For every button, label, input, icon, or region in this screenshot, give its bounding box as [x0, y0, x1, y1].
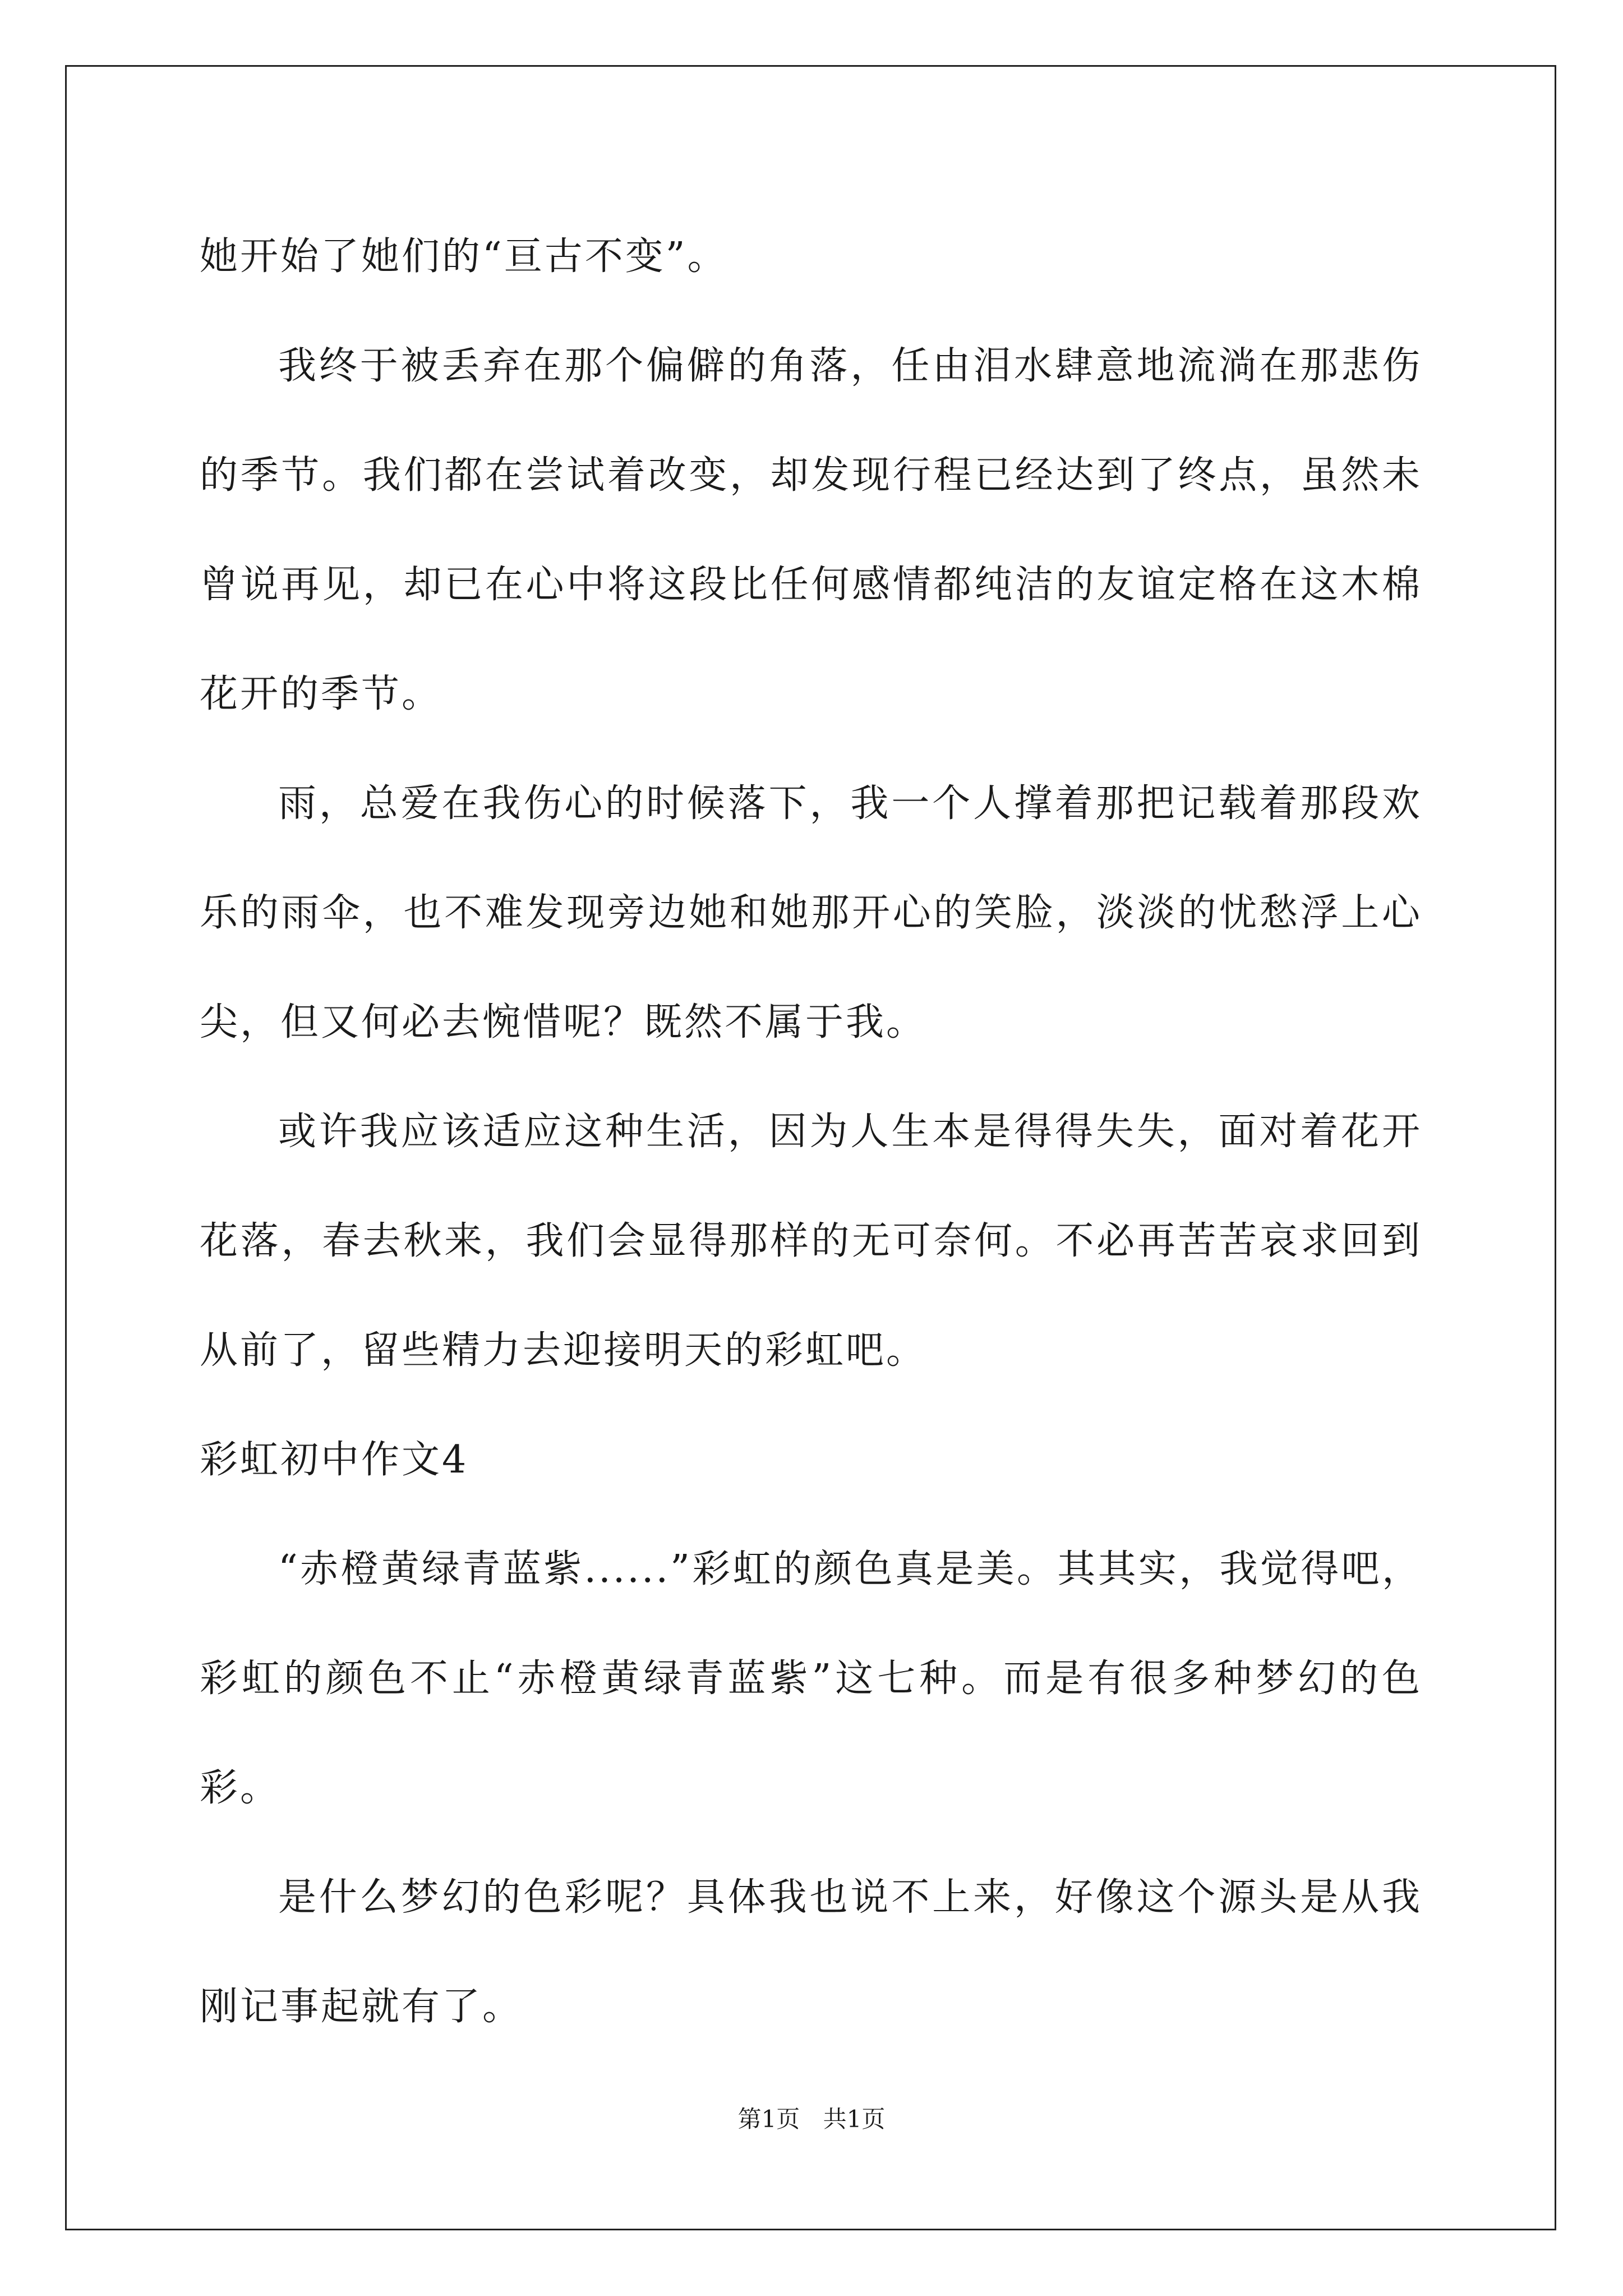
paragraph-2: 我终于被丢弃在那个偏僻的角落，任由泪水肆意地流淌在那悲伤的季节。我们都在尝试着改变，却发现行程已经达到了终点，虽然未曾说再见，却已在心中将这段比任何感情都纯洁的友谊定格在这木棉花开的季节。 — [200, 344, 1422, 716]
section-paragraph-1: “赤橙黄绿青蓝紫......”彩虹的颜色真是美。其其实，我觉得吧，彩虹的颜色不止“赤橙黄绿青蓝紫”这七种。而是有很多种梦幻的色彩。 — [200, 1547, 1422, 1810]
page-total: 共1页 — [823, 2105, 886, 2133]
paragraph-3: 雨，总爱在我伤心的时候落下，我一个人撑着那把记载着那段欢乐的雨伞，也不难发现旁边她和她那开心的笑脸，淡淡的忧愁浮上心尖，但又何必去惋惜呢？既然不属于我。 — [200, 781, 1422, 1045]
section-paragraph-2: 是什么梦幻的色彩呢？具体我也说不上来，好像这个源头是从我刚记事起就有了。 — [200, 1875, 1422, 2029]
paragraph-1: 她开始了她们的“亘古不变”。 — [200, 234, 728, 279]
page-number: 第1页 — [737, 2105, 800, 2133]
paragraph-4: 或许我应该适应这种生活，因为人生本是得得失失，面对着花开花落，春去秋来，我们会显得那样的无可奈何。不必再苦苦哀求回到从前了，留些精力去迎接明天的彩虹吧。 — [200, 1110, 1422, 1373]
section-title: 彩虹初中作文4 — [200, 1438, 469, 1482]
page-footer — [0, 2101, 1623, 2134]
document-body — [200, 202, 1422, 2062]
